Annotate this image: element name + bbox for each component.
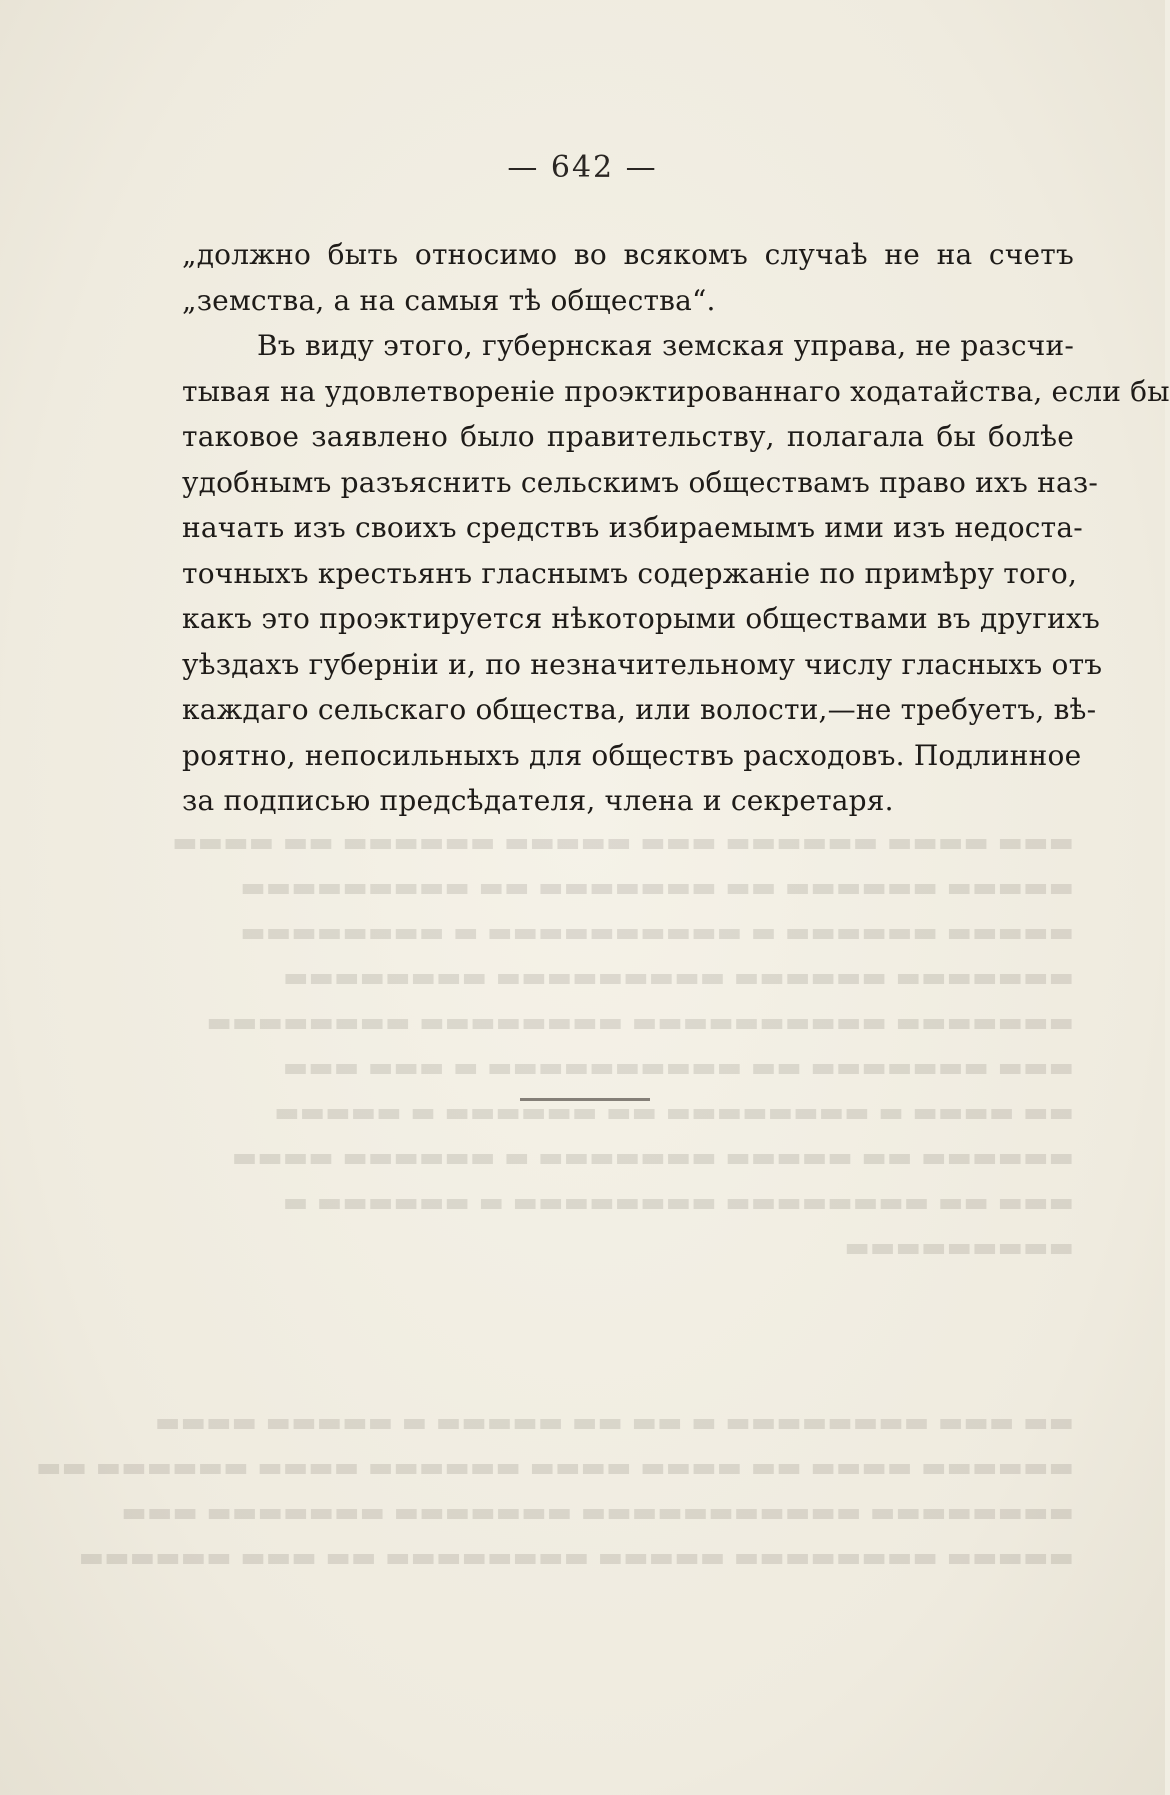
text-line: за подписью предсѣдателя, члена и секретаря. <box>182 784 894 817</box>
text-line: тывая на удовлетвореніе проэктированнаго ходатайства, если бы <box>182 374 1170 408</box>
body-text <box>182 232 1170 824</box>
text-line: „земства, а на самыя тѣ общества“. <box>182 283 716 317</box>
text-line: „должно быть относимо во всякомъ случаѣ не на счетъ <box>182 238 1074 271</box>
text-line: уѣздахъ губерніи и, по незначительному числу гласныхъ отъ <box>182 647 1103 681</box>
text-line: какъ это проэктируется нѣкоторыми обществами въ другихъ <box>182 602 1100 635</box>
page-number: — 642 — <box>507 150 658 185</box>
text-line: удобнымъ разъяснить сельскимъ обществамъ право ихъ наз- <box>182 465 1098 499</box>
text-line: каждаго сельскаго общества, или волости,—не требуетъ, вѣ- <box>182 693 1097 726</box>
separator-rule <box>520 1098 650 1101</box>
bleed-through-text: ▬▬▬ ▬▬▬▬ ▬▬▬▬▬▬ ▬▬▬ ▬▬▬▬▬ ▬▬▬▬▬▬ ▬▬ ▬▬▬▬ ▬▬▬▬▬ ▬▬▬▬▬▬ ▬▬ ▬▬▬▬▬▬▬ ▬▬ ▬▬▬▬▬▬▬▬▬ ▬▬▬▬▬ ▬▬▬▬▬▬ ▬ ▬▬▬▬▬▬▬▬▬▬ ▬ ▬▬▬▬▬▬▬▬ ▬▬▬▬▬▬▬ ▬▬▬▬▬▬ ▬▬▬▬▬▬▬▬▬ ▬▬▬▬▬▬▬▬ ▬▬▬▬▬▬▬ ▬▬▬▬▬▬▬▬▬▬ ▬▬▬▬▬▬▬▬ ▬▬▬▬▬▬▬▬ ▬▬▬ ▬▬▬▬▬▬▬ ▬▬ ▬▬▬▬▬▬▬▬▬▬ ▬ ▬▬▬ ▬▬▬ ▬▬ ▬▬▬▬ ▬ ▬▬▬▬▬▬▬▬ ▬▬ ▬▬▬▬▬▬ ▬ ▬▬▬▬▬ ▬▬▬▬▬▬ ▬▬ ▬▬▬▬▬ ▬▬▬▬▬▬▬ ▬ ▬▬▬▬▬▬ ▬▬▬▬ ▬▬▬ ▬▬ ▬▬▬▬▬▬▬▬ ▬▬▬▬▬▬▬▬ ▬ ▬▬▬▬▬▬ ▬ ▬▬▬▬▬▬▬▬▬ <box>172 827 1074 1263</box>
text-line: начать изъ своихъ средствъ избираемымъ ими изъ недоста- <box>182 511 1083 544</box>
text-line: роятно, непосильныхъ для обществъ расходовъ. Подлинное <box>182 738 1082 772</box>
text-line: Въ виду этого, губернская земская управа, не разсчи- <box>257 329 1074 362</box>
text-line: точныхъ крестьянъ гласнымъ содержаніе по примѣру того, <box>182 556 1078 590</box>
bleed-through-text-lower: ▬▬ ▬▬▬ ▬▬▬▬▬▬▬▬ ▬ ▬▬ ▬▬ ▬▬▬▬▬ ▬ ▬▬▬▬▬ ▬▬▬▬ ▬▬▬▬▬▬ ▬▬▬▬ ▬▬ ▬▬▬▬ ▬▬▬▬ ▬▬▬▬▬▬ ▬▬▬▬ ▬▬▬▬▬▬ ▬▬ ▬▬▬▬▬▬▬▬ ▬▬▬▬▬▬▬▬▬▬▬ ▬▬▬▬▬▬▬ ▬▬▬▬▬▬▬ ▬▬▬ ▬▬▬▬▬ ▬▬▬▬▬▬▬▬ ▬▬▬▬▬ ▬▬▬▬▬▬▬▬ ▬▬ ▬▬▬ ▬▬▬▬▬▬ <box>35 1407 1074 1573</box>
text-line: таковое заявлено было правительству, полагала бы болѣе <box>182 420 1074 453</box>
